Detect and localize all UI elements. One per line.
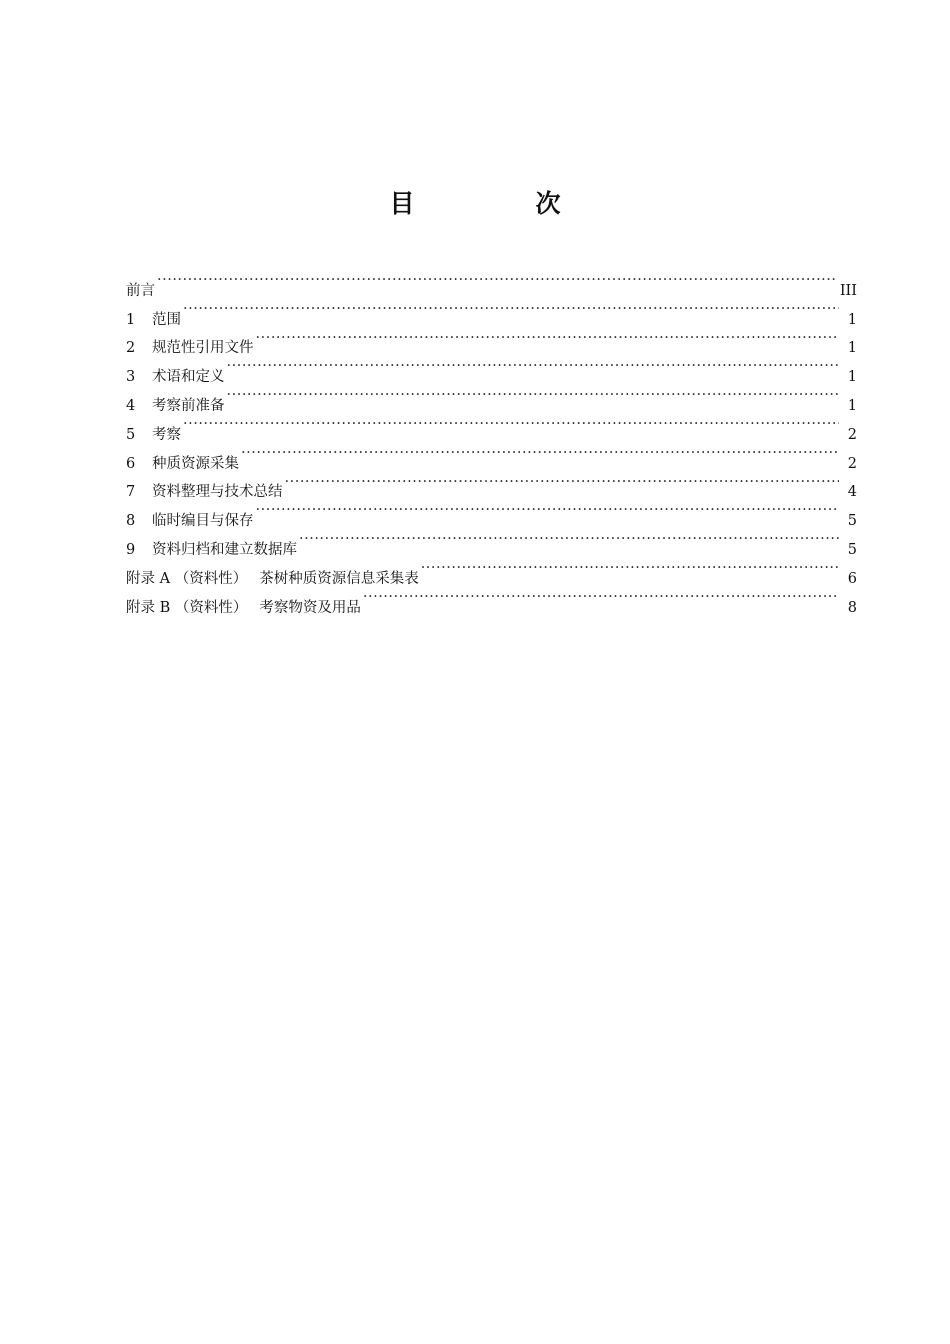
toc-dot-leader bbox=[421, 554, 839, 583]
toc-dot-leader bbox=[363, 583, 839, 612]
toc-entry-page: III bbox=[839, 282, 857, 299]
toc-entry-page: 6 bbox=[847, 570, 857, 587]
toc-entry-page: 1 bbox=[847, 340, 857, 357]
toc-entry-label: 考察 bbox=[152, 426, 181, 443]
toc-entry-label: 资料归档和建立数据库 bbox=[152, 541, 297, 558]
toc-entry-label: 种质资源采集 bbox=[152, 455, 239, 472]
toc-entry-page: 2 bbox=[847, 426, 857, 443]
toc-entry-number: 9 bbox=[126, 541, 136, 558]
toc-entry-preface[interactable] bbox=[126, 266, 857, 299]
toc-dot-leader bbox=[285, 468, 840, 497]
toc-dot-leader bbox=[183, 410, 839, 439]
toc-entry-number: 1 bbox=[126, 311, 136, 328]
toc-entry-number: 7 bbox=[126, 484, 136, 501]
toc-entry-3[interactable] bbox=[126, 352, 857, 386]
toc-entry-page: 4 bbox=[847, 484, 857, 501]
toc-entry-page: 2 bbox=[847, 455, 857, 472]
toc-dot-leader bbox=[299, 525, 839, 554]
toc-entry-label: 前言 bbox=[126, 282, 155, 299]
toc-dot-leader bbox=[256, 324, 840, 353]
toc-entry-number: 附录 B （资料性） bbox=[126, 599, 248, 616]
toc-entry-2[interactable] bbox=[126, 324, 857, 357]
toc-entry-number: 3 bbox=[126, 369, 136, 386]
toc-entry-page: 5 bbox=[847, 513, 857, 530]
toc-entry-number: 6 bbox=[126, 455, 136, 472]
toc-entry-label: 临时编目与保存 bbox=[152, 513, 254, 530]
toc-entry-page: 1 bbox=[847, 369, 857, 386]
toc-entry-label: 茶树种质资源信息采集表 bbox=[259, 570, 419, 587]
toc-entry-5[interactable] bbox=[126, 410, 857, 443]
toc-list bbox=[126, 266, 857, 616]
toc-entry-label: 资料整理与技术总结 bbox=[152, 484, 283, 501]
toc-dot-leader bbox=[157, 266, 836, 295]
toc-entry-label: 考察物资及用品 bbox=[259, 599, 361, 616]
toc-entry-number: 2 bbox=[126, 340, 136, 357]
toc-dot-leader bbox=[183, 295, 839, 324]
toc-entry-page: 5 bbox=[847, 541, 857, 558]
toc-entry-number: 5 bbox=[126, 426, 136, 443]
toc-entry-4[interactable] bbox=[126, 381, 857, 414]
toc-entry-label: 考察前准备 bbox=[152, 397, 225, 414]
toc-dot-leader bbox=[241, 439, 839, 468]
toc-entry-6[interactable] bbox=[126, 439, 857, 472]
toc-entry-page: 1 bbox=[847, 397, 857, 414]
toc-dot-leader bbox=[227, 352, 840, 381]
toc-dot-leader bbox=[227, 381, 840, 410]
toc-entry-number: 4 bbox=[126, 397, 136, 414]
toc-entry-1[interactable] bbox=[126, 295, 857, 328]
toc-entry-number: 8 bbox=[126, 513, 136, 530]
toc-entry-page: 1 bbox=[847, 311, 857, 328]
toc-entry-label: 范围 bbox=[152, 311, 181, 328]
toc-title: 目 次 bbox=[389, 189, 609, 218]
toc-entry-page: 8 bbox=[847, 599, 857, 616]
toc-entry-number: 附录 A （资料性） bbox=[126, 570, 248, 587]
toc-entry-label: 术语和定义 bbox=[152, 369, 225, 386]
toc-dot-leader bbox=[256, 496, 840, 525]
toc-entry-label: 规范性引用文件 bbox=[152, 340, 254, 357]
